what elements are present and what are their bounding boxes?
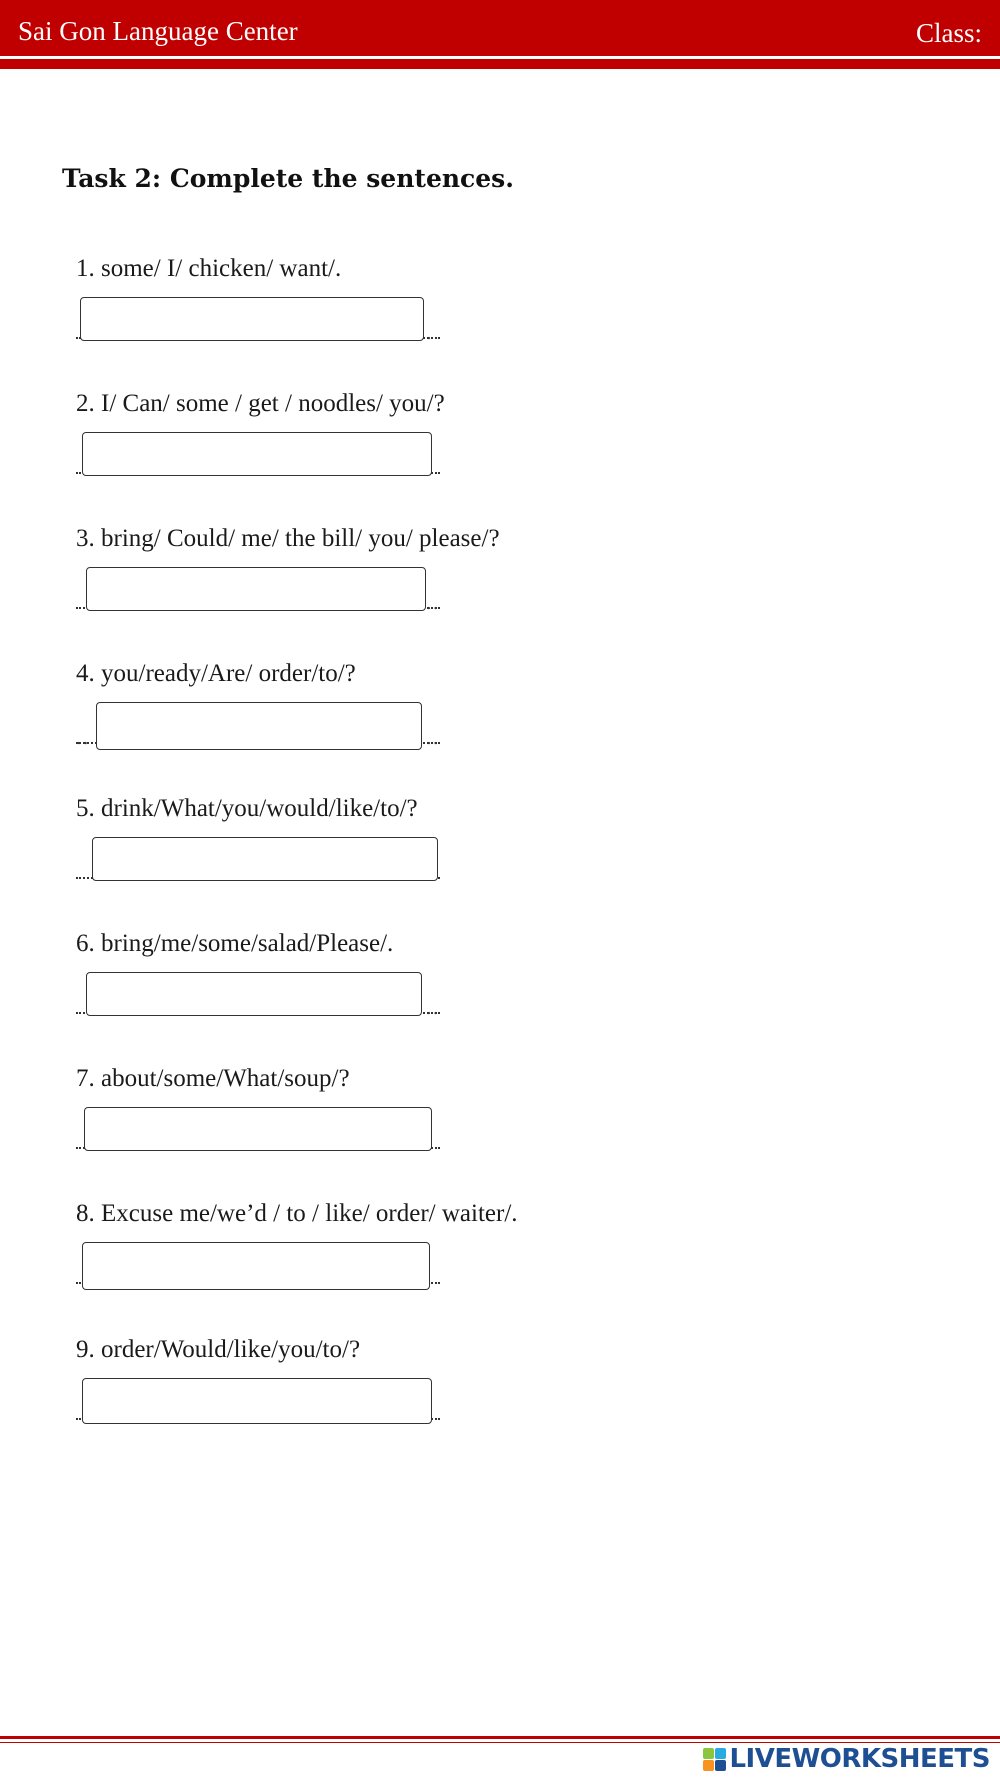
answer-input-3[interactable]	[86, 567, 426, 611]
exercise-prompt: 8. Excuse me/we’d / to / like/ order/ waiter/.	[76, 1200, 518, 1227]
exercise-item-1	[76, 253, 776, 357]
dotted-line-end: ..	[426, 728, 440, 749]
answer-input-2[interactable]	[82, 432, 432, 476]
liveworksheets-brand: LIVEWORKSHEETS	[729, 1744, 990, 1774]
answer-row	[76, 297, 776, 357]
exercise-prompt: 2. I/ Can/ some / get / noodles/ you/?	[76, 390, 445, 417]
exercise-prompt: 1. some/ I/ chicken/ want/.	[76, 255, 342, 282]
exercise-prompt: 9. order/Would/like/you/to/?	[76, 1336, 361, 1363]
exercise-item-2	[76, 388, 776, 492]
answer-row	[76, 567, 776, 627]
answer-row	[76, 702, 776, 762]
dotted-line-end: .	[426, 323, 433, 344]
answer-input-4[interactable]	[96, 702, 422, 750]
answer-row	[76, 1107, 776, 1167]
header-bottom-band	[0, 59, 1000, 69]
dotted-line-start: ..	[76, 728, 90, 749]
exercise-item-5	[76, 793, 776, 897]
exercise-item-9	[76, 1334, 776, 1438]
exercise-item-3	[76, 523, 776, 627]
answer-input-7[interactable]	[84, 1107, 432, 1151]
answer-row	[76, 1242, 776, 1302]
answer-input-6[interactable]	[86, 972, 422, 1016]
footer-divider-thin	[0, 1742, 1000, 1743]
exercise-prompt: 5. drink/What/you/would/like/to/?	[76, 795, 418, 822]
answer-row	[76, 432, 776, 492]
exercise-item-7	[76, 1063, 776, 1167]
dotted-line-end: ..	[426, 593, 440, 614]
school-name: Sai Gon Language Center	[18, 16, 298, 46]
task-title: Task 2: Complete the sentences.	[62, 164, 514, 193]
exercise-item-8	[76, 1198, 776, 1302]
liveworksheets-logo	[703, 1744, 990, 1774]
answer-row	[76, 837, 776, 897]
header-bar	[0, 0, 1000, 56]
liveworksheets-icon	[703, 1748, 726, 1771]
footer-divider	[0, 1736, 1000, 1739]
exercise-item-6	[76, 928, 776, 1032]
answer-input-8[interactable]	[82, 1242, 430, 1290]
exercise-prompt: 6. bring/me/some/salad/Please/.	[76, 930, 394, 957]
dotted-line-end: ..	[426, 998, 440, 1019]
exercise-prompt: 4. you/ready/Are/ order/to/?	[76, 660, 356, 687]
answer-input-1[interactable]	[80, 297, 424, 341]
exercise-prompt: 7. about/some/What/soup/?	[76, 1065, 350, 1092]
answer-input-5[interactable]	[92, 837, 438, 881]
exercise-prompt: 3. bring/ Could/ me/ the bill/ you/ please/?	[76, 525, 500, 552]
answer-row	[76, 972, 776, 1032]
exercise-item-4	[76, 658, 776, 762]
answer-input-9[interactable]	[82, 1378, 432, 1424]
answer-row	[76, 1378, 776, 1438]
class-label: Class:	[915, 18, 982, 48]
